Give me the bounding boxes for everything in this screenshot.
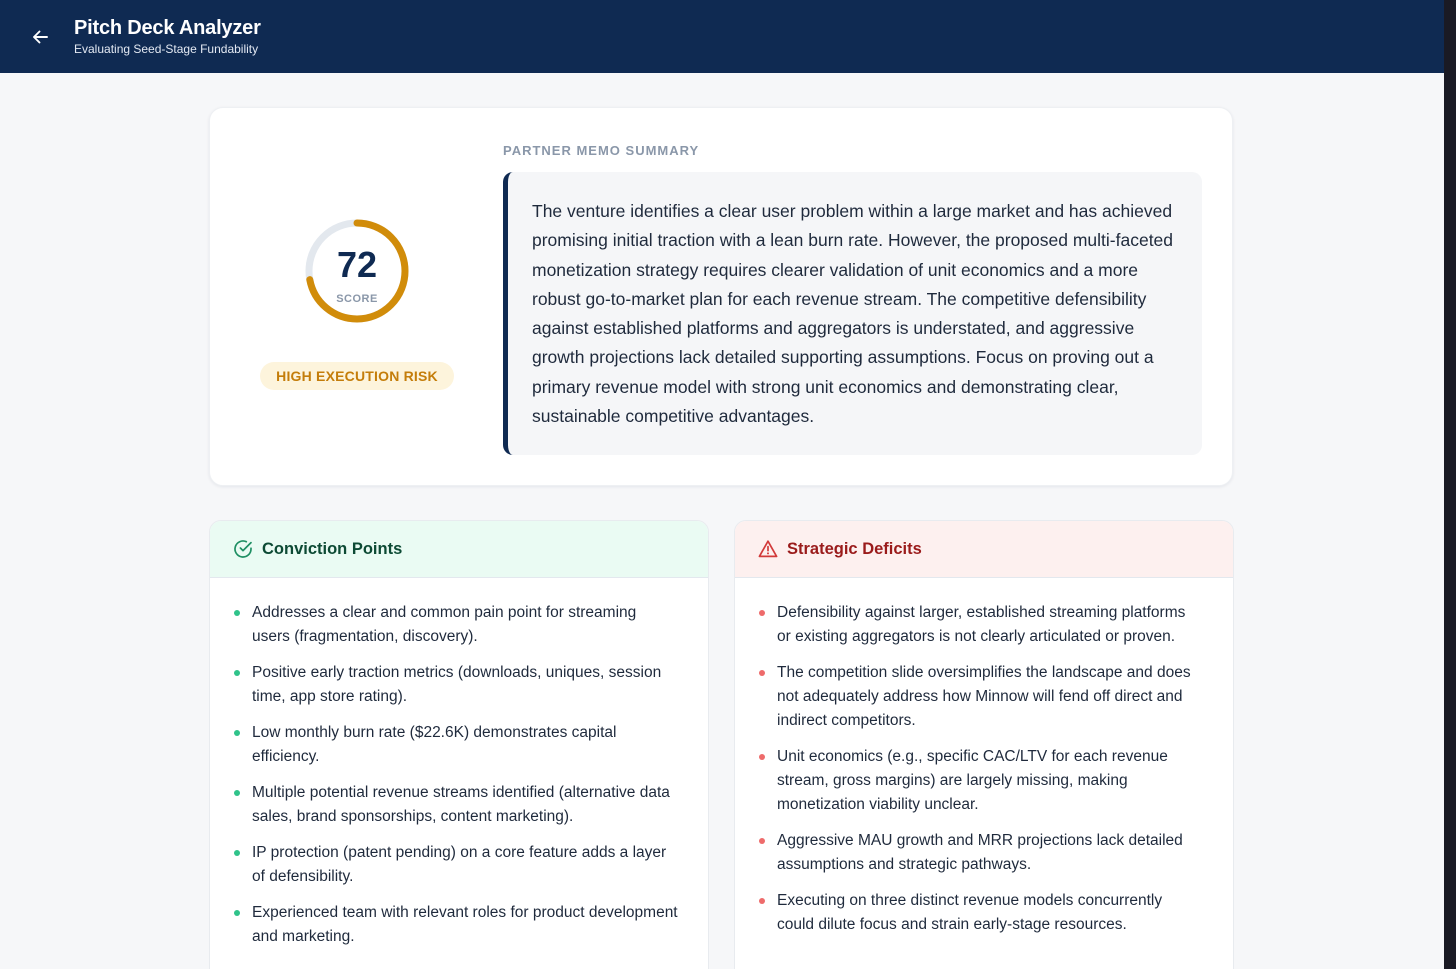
conviction-point-item — [234, 601, 678, 649]
memo-box — [503, 172, 1202, 455]
back-button[interactable] — [25, 22, 55, 52]
arrow-left-icon — [31, 28, 49, 46]
app-subtitle: Evaluating Seed-Stage Fundability — [74, 42, 259, 56]
risk-badge: HIGH EXECUTION RISK — [260, 362, 454, 390]
conviction-point-item — [234, 661, 678, 709]
bullet-dot-icon — [234, 610, 240, 616]
header-titles — [74, 16, 261, 57]
app-header — [0, 0, 1444, 73]
bullet-dot-icon — [234, 670, 240, 676]
memo-heading: PARTNER MEMO SUMMARY — [503, 143, 700, 158]
conviction-point-item — [234, 781, 678, 829]
conviction-point-item — [234, 721, 678, 769]
strategic-deficit-item — [759, 601, 1203, 649]
strategic-deficit-item-text: Unit economics (e.g., specific CAC/LTV for each revenue stream, gross margins) are largely missing, making monetization viability unclear. — [777, 748, 1168, 813]
memo-text: The venture identifies a clear user problem within a large market and has achieved promising initial traction with a lean burn rate. However, the proposed multi-faceted monetization strategy requires clearer validation of unit economics and a more robust go-to-market plan for each revenue stream. The competitive defensibility against established platforms and aggregators is understated, and aggressive growth projections lack detailed supporting assumptions. Focus on proving out a primary revenue model with strong unit economics and demonstrating clear, sustainable competitive advantages. — [532, 201, 1174, 427]
score-label: SCORE — [336, 293, 378, 305]
conviction-point-item — [234, 841, 678, 889]
strategic-deficits-title: Strategic Deficits — [787, 539, 922, 558]
strategic-deficits-panel — [734, 520, 1234, 969]
conviction-point-item-text: Positive early traction metrics (downloads, uniques, session time, app store rating). — [252, 664, 662, 705]
window-edge — [1444, 0, 1456, 969]
conviction-point-item-text: IP protection (patent pending) on a core feature adds a layer of defensibility. — [252, 844, 667, 885]
score-gauge — [303, 217, 411, 325]
bullet-dot-icon — [234, 910, 240, 916]
conviction-points-list — [210, 578, 708, 949]
conviction-points-title: Conviction Points — [262, 539, 403, 558]
conviction-point-item-text: Experienced team with relevant roles for product development and marketing. — [252, 904, 678, 945]
conviction-points-panel — [209, 520, 709, 969]
strategic-deficits-header — [735, 521, 1233, 578]
strategic-deficit-item-text: Executing on three distinct revenue models concurrently could dilute focus and strain early-stage resources. — [777, 892, 1163, 933]
app-title: Pitch Deck Analyzer — [74, 17, 261, 39]
summary-card — [209, 107, 1233, 486]
strategic-deficits-list — [735, 578, 1233, 937]
bullet-dot-icon — [759, 898, 765, 904]
bullet-dot-icon — [759, 670, 765, 676]
strategic-deficit-item-text: The competition slide oversimplifies the landscape and does not adequately address how Minnow will fend off direct and indirect competitors. — [777, 664, 1191, 729]
strategic-deficit-item-text: Defensibility against larger, established streaming platforms or existing aggregators is not clearly articulated or proven. — [777, 604, 1186, 645]
bullet-dot-icon — [759, 754, 765, 760]
strategic-deficit-item — [759, 745, 1203, 817]
bullet-dot-icon — [234, 790, 240, 796]
strategic-deficit-item — [759, 829, 1203, 877]
strategic-deficit-item — [759, 661, 1203, 733]
strategic-deficit-item — [759, 889, 1203, 937]
warning-triangle-icon — [758, 539, 778, 559]
conviction-point-item — [234, 901, 678, 949]
conviction-point-item-text: Multiple potential revenue streams identified (alternative data sales, brand sponsorships, content marketing). — [252, 784, 670, 825]
check-circle-icon — [233, 539, 253, 559]
bullet-dot-icon — [234, 730, 240, 736]
bullet-dot-icon — [759, 610, 765, 616]
conviction-points-header — [210, 521, 708, 578]
strategic-deficit-item-text: Aggressive MAU growth and MRR projections lack detailed assumptions and strategic pathways. — [777, 832, 1183, 873]
bullet-dot-icon — [234, 850, 240, 856]
score-value: 72 — [336, 244, 378, 285]
bullet-dot-icon — [759, 838, 765, 844]
conviction-point-item-text: Addresses a clear and common pain point for streaming users (fragmentation, discovery). — [252, 604, 637, 645]
conviction-point-item-text: Low monthly burn rate ($22.6K) demonstrates capital efficiency. — [252, 724, 617, 765]
